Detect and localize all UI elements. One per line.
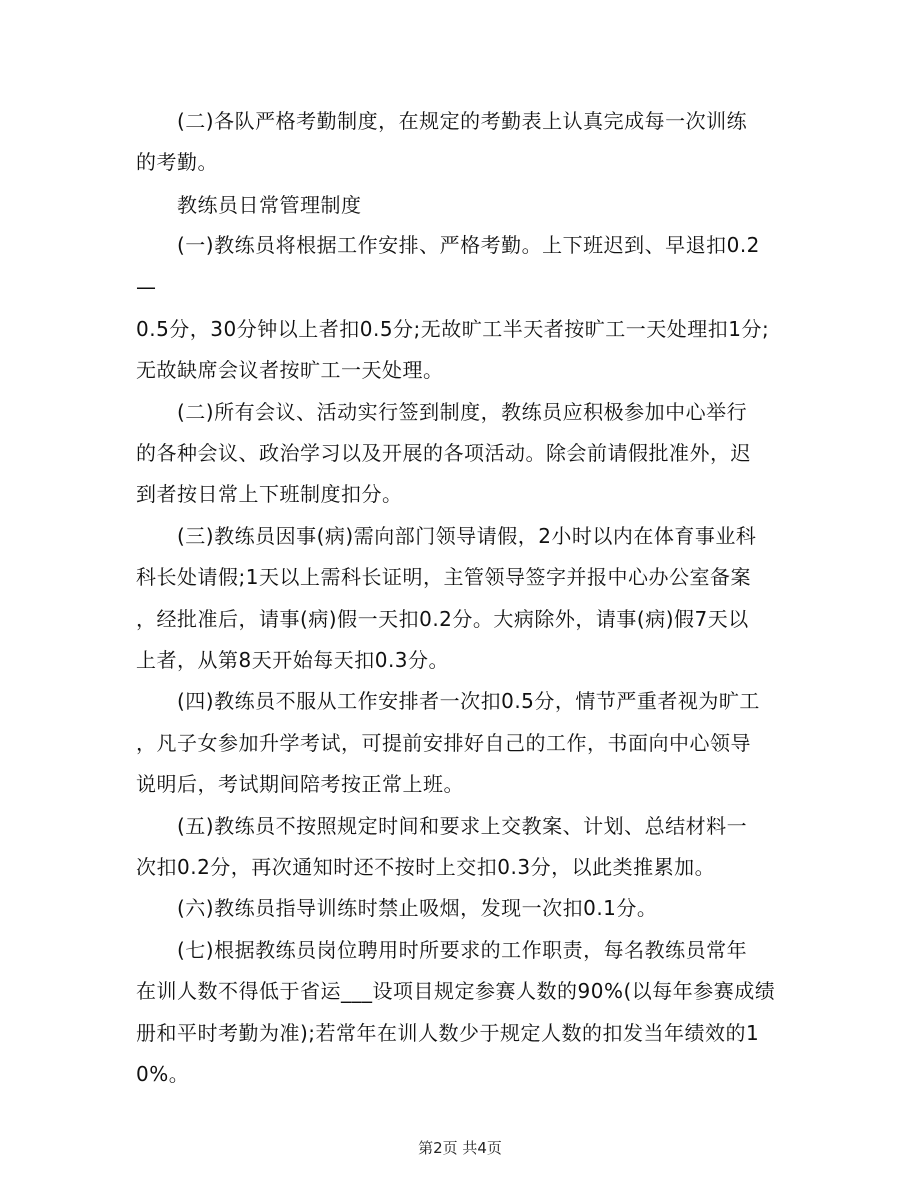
text-line: 在训人数不得低于省运___设项目规定参赛人数的90%(以每年参赛成绩 (136, 979, 776, 1003)
text-line: 0%。 (136, 1062, 190, 1086)
text-line: (四)教练员不服从工作安排者一次扣0.5分，情节严重者视为旷工 (136, 689, 760, 713)
text-line: — (136, 275, 157, 299)
text-line: 次扣0.2分，再次通知时还不按时上交扣0.3分，以此类推累加。 (136, 855, 716, 879)
text-line: 科长处请假;1天以上需科长证明，主管领导签字并报中心办公室备案 (136, 565, 751, 589)
text-line: (六)教练员指导训练时禁止吸烟，发现一次扣0.1分。 (136, 896, 658, 920)
text-line: (二)所有会议、活动实行签到制度，教练员应积极参加中心举行 (136, 400, 748, 424)
text-line: 无故缺席会议者按旷工一天处理。 (136, 358, 444, 382)
page-number: 第2页 共4页 (418, 1139, 502, 1157)
text-line: 到者按日常上下班制度扣分。 (136, 482, 403, 506)
text-line: (三)教练员因事(病)需向部门领导请假，2小时以内在体育事业科 (136, 524, 757, 548)
section-heading: 教练员日常管理制度 (136, 193, 362, 217)
text-line: 册和平时考勤为准);若常年在训人数少于规定人数的扣发当年绩效的1 (136, 1021, 760, 1045)
text-line: (二)各队严格考勤制度，在规定的考勤表上认真完成每一次训练 (136, 109, 748, 133)
text-line: 上者，从第8天开始每天扣0.3分。 (136, 648, 450, 672)
text-line: ，经批准后，请事(病)假一天扣0.2分。大病除外，请事(病)假7天以 (136, 607, 749, 631)
text-line: 0.5分，30分钟以上者扣0.5分;无故旷工半天者按旷工一天处理扣1分; (136, 317, 770, 341)
text-line: (五)教练员不按照规定时间和要求上交教案、计划、总结材料一 (136, 814, 748, 838)
text-line: 的各种会议、政治学习以及开展的各项活动。除会前请假批准外，迟 (136, 441, 751, 465)
text-line: 的考勤。 (136, 150, 218, 174)
text-line: (一)教练员将根据工作安排、严格考勤。上下班迟到、早退扣0.2 (136, 233, 760, 257)
text-line: (七)根据教练员岗位聘用时所要求的工作职责，每名教练员常年 (136, 938, 748, 962)
text-line: ，凡子女参加升学考试，可提前安排好自己的工作，书面向中心领导 (136, 731, 751, 755)
text-line: 说明后，考试期间陪考按正常上班。 (136, 772, 464, 796)
